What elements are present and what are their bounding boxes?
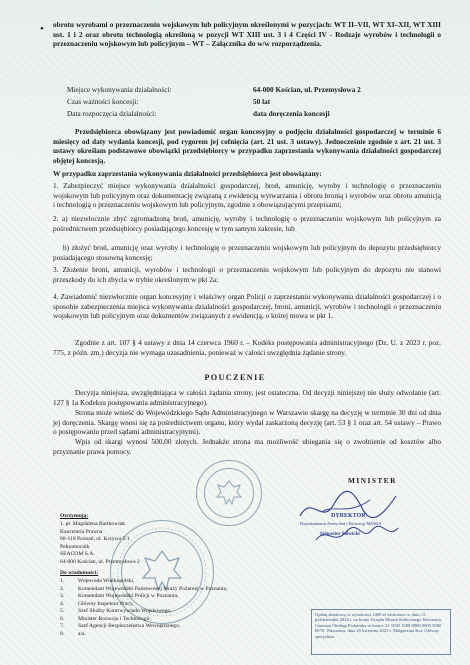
eagle-emblem-icon xyxy=(197,461,261,525)
scope-paragraph: obrotu wyrobami o przeznaczeniu wojskowym lub policyjnym określonymi w pozycjach: WT II–VII, WT XI–XII, WT XIII ust. 1 i 2 oraz obrotu technologią określoną w pozycji WT XIII ust. 3 i 4 Części IV - Rodzaje wyrobów i technologii o przeznaczeniu wojskowym lub policyjnym – WT – Załącznika do w/w rozporządzenia. xyxy=(53,20,441,49)
info-item: 8. a/a. xyxy=(60,630,86,637)
start-value: data doręczenia koncesji xyxy=(253,109,330,118)
info-item: 3. Komendant Wojewódzki Policji w Poznaniu, xyxy=(60,593,179,599)
cease-item-2a: 2. a) niezwłocznie zbyć zgromadzoną broń, amunicję, wyroby i technologię o przeznaczeniu wojskowym lub policyjnym za pośrednictwem przedsiębiorcy posiadającego koncesję w tym samym zakresie, lub xyxy=(53,214,441,233)
pouczenie-p2: Strona może wnieść do Wojewódzkiego Sądu Administracyjnego w Warszawie skargę na decyzję w terminie 30 dni od dnia jej doręczenia. Skargę wnosi się za pośrednictwem organu, który wydał zaskarżoną decyzję (art. 53 § 1 oraz art. 54 ustawy – Prawo o postępowaniu przed sądami administracyjnymi). xyxy=(53,408,441,437)
recipient-line: 1. pr. Magdalena Bartkowiak xyxy=(60,521,126,527)
legal-basis-paragraph: Zgodnie z art. 107 § 4 ustawy z dnia 14 czerwca 1960 r. – Kodeks postępowania administracyjnego (Dz. U. z 2023 r. poz. 775, z późn. zm.) decyzja nie wymaga uzasadnienia, ponieważ w całości uwzględnia żądanie strony. xyxy=(53,338,441,357)
start-label: Data rozpoczęcia działalności: xyxy=(67,109,157,118)
cease-item-2b: b) złożyć broń, amunicję oraz wyroby i technologię o przeznaczeniu wojskowym lub policyjnym do depozytu przedsiębiorcy posiadającego stosowną koncesję; xyxy=(53,243,441,262)
pouczenie-p3: Wpis od skargi wynosi 500,00 złotych. Jednakże strona ma możliwość ubiegania się o zwolnienie od kosztów albo przyznanie prawa pomocy. xyxy=(53,437,441,456)
pouczenie-p1: Decyzja niniejsza, uwzględniająca w całości żądania strony, jest ostateczna. Od decyzji niniejszej nie służy odwołanie (art. 127 § 1a Kodeksu postępowania administracyjnego). xyxy=(53,388,441,407)
recipients-list xyxy=(60,521,140,566)
handwritten-signature-upper xyxy=(292,486,402,526)
recipient-line: Pełnomocnik xyxy=(60,543,90,550)
director-stamp-title: DYREKTOR xyxy=(331,513,366,519)
fee-stamp-box xyxy=(311,609,451,655)
validity-value: 50 lat xyxy=(253,97,271,106)
recipient-line: 60-118 Poznań, ul. Krzywa 5/1 xyxy=(60,536,130,542)
obligations-paragraph: Przedsiębiorca obowiązany jest powiadomić organ koncesyjny o podjęciu działalności gospodarczej w terminie 6 miesięcy od daty wydania koncesji, pod rygorem jej cofnięcia (art. 21 ust. 3 ustawy). Jednocześnie zgodnie z art. 21 ust. 3 ustawy określam podstawowe obowiązki przedsiębiorcy w przypadku zaprzestania wykonywania działalności gospodarczej objętej koncesją. xyxy=(53,127,441,165)
info-item: 2. Komendant Wojewódzki Państwowej Straży Pożarnej w Poznaniu, xyxy=(60,585,228,592)
info-heading: Do wiadomości: xyxy=(60,570,99,576)
recipient-line: Kancelaria Prawna xyxy=(60,528,103,535)
official-seal-center xyxy=(196,460,262,526)
info-list xyxy=(60,578,228,638)
place-value: 64-000 Kościan, ul. Przemysłowa 2 xyxy=(253,85,361,94)
pouczenie-title: POUCZENIE xyxy=(204,373,266,382)
recipients-heading: Otrzymują: xyxy=(60,513,89,519)
fee-stamp-text: Opłatę skarbową w wysokości 1400 zł wniesiono w dniu 15 października 2024 r. na konto Urzędu Miasta Stołecznego Warszawy Centrum Obsługi Podatnika nr konta: 21 1030 1508 0000 0005 5000 0070. Warszawa, dnia 25 kwietnia 2025 r. Małgorzata Kot, Główny specjalista xyxy=(315,612,442,639)
recipient-line: SEACOM S.A. xyxy=(60,551,95,557)
bullet-dot: • xyxy=(40,23,44,35)
cease-item-3: 3. Złożenie broni, amunicji, wyrobów i technologii o przeznaczeniu wojskowym lub policyjnym do depozytu nie stanowi przeszkody do ich zbycia w trybie określonym w pkt 2a; xyxy=(53,265,441,284)
recipient-line: 64-000 Kościan, ul. Przemysłowa 2 xyxy=(60,558,140,565)
info-item: 5. Szef Służby Kontrwywiadu Wojskowego, xyxy=(60,608,172,614)
validity-label: Czas ważności koncesji: xyxy=(67,97,139,106)
info-item: 4. Główny Inspektor Pracy, xyxy=(60,600,134,607)
info-item: 6. Minister Rozwoju i Technologii, xyxy=(60,615,151,622)
director-name: Sylwester Salwicki xyxy=(320,532,360,537)
cease-item-4: 4. Zawiadomić niezwłocznie organ koncesyjny i właściwy organ Policji o zaprzestaniu wykonywania działalności gospodarczej i o sposobie zabezpieczenia miejsca wykonywania działalności gospodarczej, broni, amunicji, wyrobów i technologii o przeznaczeniu wojskowym lub policyjnym oraz dokumentów związanych z ewidencją, o której mowa w pkt 1. xyxy=(53,292,441,321)
cease-item-1: 1. Zabezpieczyć miejsce wykonywania działalności gospodarczej, broń, amunicję, wyroby i technologię o przeznaczeniu wojskowym lub policyjnym oraz dokumentację związaną z ewidencją wytwarzania i obrotu bronią i wyrobów oraz obrotu amunicją i technologią o przeznaczeniu wojskowym lub policyjnym, zgodnie z obowiązującymi przepisami; xyxy=(53,181,441,210)
info-item: 7. Szef Agencji Bezpieczeństwa Wewnętrznego, xyxy=(60,623,181,629)
cease-heading: W przypadku zaprzestania wykonywania działalności przedsiębiorca jest obowiązany: xyxy=(53,169,322,178)
director-stamp-department: Departamentu Zezwoleń i Koncesji MSWiA xyxy=(300,521,382,526)
place-label: Miejsce wykonywania działalności: xyxy=(67,85,172,94)
info-item: 1. Wojewoda Wielkopolski, xyxy=(60,578,135,584)
minister-label: MINISTER xyxy=(348,476,397,485)
